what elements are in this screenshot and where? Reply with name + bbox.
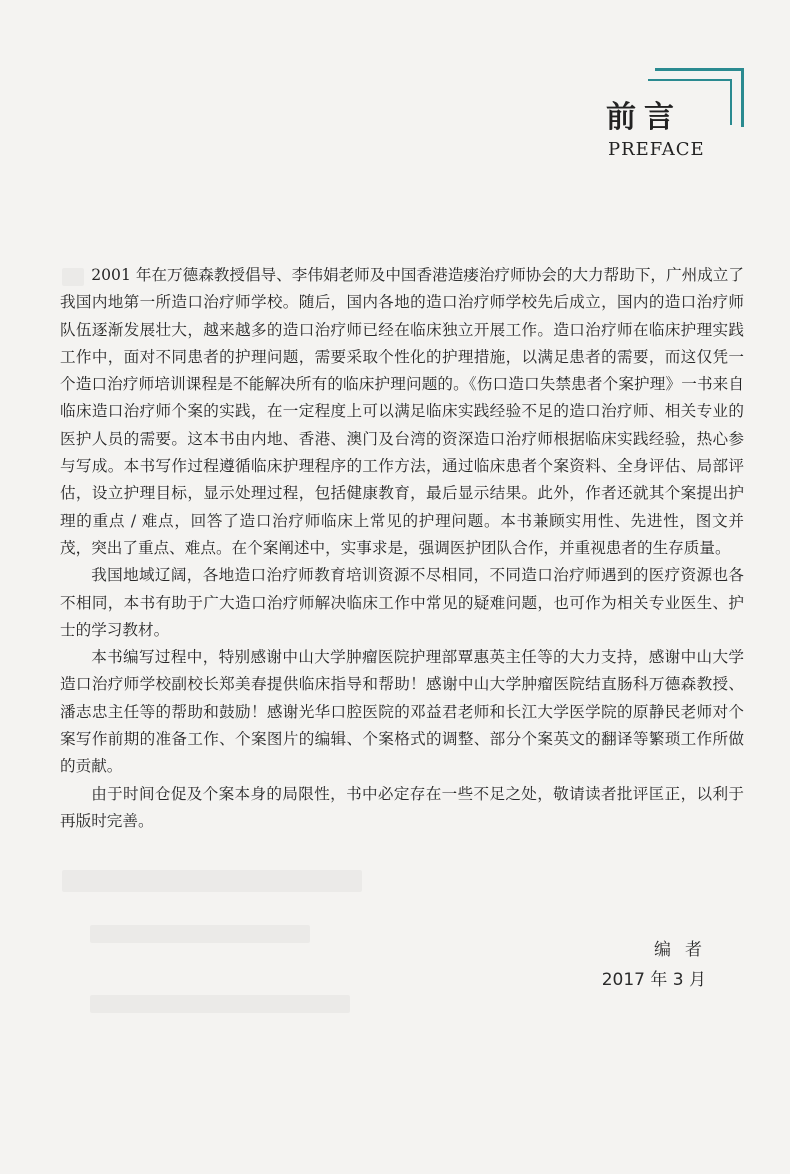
signature-block [601, 935, 716, 995]
paragraph: 2001 年在万德森教授倡导、李伟娟老师及中国香港造瘘治疗师协会的大力帮助下，广州成立了我国内地第一所造口治疗师学校。随后，国内各地的造口治疗师学校先后成立，国内的造口治疗师队伍逐渐发展壮大，越来越多的造口治疗师已经在临床独立开展工作。造口治疗师在临床护理实践工作中，面对不同患者的护理问题，需要采取个性化的护理措施，以满足患者的需要，而这仅凭一个造口治疗师培训课程是不能解决所有的临床护理问题的。《伤口造口失禁患者个案护理》一书来自临床造口治疗师个案的实践，在一定程度上可以满足临床实践经验不足的造口治疗师、相关专业的医护人员的需要。这本书由内地、香港、澳门及台湾的资深造口治疗师根据临床实践经验，热心参与写成。本书写作过程遵循临床护理程序的工作方法，通过临床患者个案资料、全身评估、局部评估，设立护理目标，显示处理过程，包括健康教育，最后显示结果。此外，作者还就其个案提出护理的重点 / 难点，回答了造口治疗师临床上常见的护理问题。本书兼顾实用性、先进性，图文并茂，突出了重点、难点。在个案阐述中，实事求是，强调医护团队合作，并重视患者的生存质量。 [60, 266, 744, 557]
page-title: 前言 [604, 100, 688, 136]
bleed-through-mark [62, 870, 362, 892]
paragraph: 由于时间仓促及个案本身的局限性，书中必定存在一些不足之处，敬请读者批评匡正，以利于再版时完善。 [60, 784, 744, 830]
preface-body [60, 262, 744, 835]
paragraph: 本书编写过程中，特别感谢中山大学肿瘤医院护理部覃惠英主任等的大力支持，感谢中山大学造口治疗师学校副校长郑美春提供临床指导和帮助！感谢中山大学肿瘤医院结直肠科万德森教授、潘志忠主任等的帮助和鼓励！感谢光华口腔医院的邓益君老师和长江大学医学院的原静民老师对个案写作前期的准备工作、个案图片的编辑、个案格式的调整、部分个案英文的翻译等繁琐工作所做的贡献。 [60, 648, 744, 776]
signature-date: 2017 年 3 月 [601, 970, 706, 990]
page-subtitle: PREFACE [608, 139, 705, 160]
paragraph: 我国地域辽阔，各地造口治疗师教育培训资源不尽相同，不同造口治疗师遇到的医疗资源也各不相同，本书有助于广大造口治疗师解决临床工作中常见的疑难问题，也可作为相关专业医生、护士的学习教材。 [60, 566, 744, 639]
signature-author: 编者 [654, 940, 716, 960]
bleed-through-mark [90, 995, 350, 1013]
bleed-through-mark [90, 925, 310, 943]
